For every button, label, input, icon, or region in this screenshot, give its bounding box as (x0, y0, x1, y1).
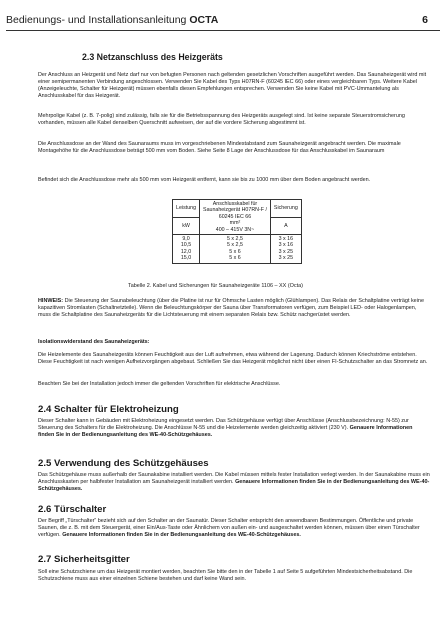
unit-kw: kW (173, 217, 200, 235)
section-2-6-text: Der Begriff „Türschalter“ bezieht sich auf den Schalter an der Saunatür. Dieser Schalter entspricht den anwendbaren Bestimmungen. Öffentliche und private Saunen, die z. B. mit dem Steuergerät, einer Ein/Aus-Taste oder Ähnlichem von außen ein- und ausgeschaltet werden können, müssen über einen Türschalter verfügen. (38, 518, 420, 539)
table-cell: 3 x 16 (278, 236, 294, 243)
header-product: OCTA (189, 14, 219, 26)
section-2-4-paragraph (38, 418, 430, 439)
table-cell: 3 x 25 (278, 248, 294, 255)
table-cell: 15,0 (180, 255, 192, 262)
table-cell: 5 x 6 (229, 248, 241, 255)
table-values-row (173, 235, 302, 264)
header-sicherung: Sicherung (270, 200, 301, 218)
header-rule (6, 30, 440, 31)
table-caption: Tabelle 2. Kabel und Sicherungen für Saunaheizgeräte 1106 – XX (Octa) (128, 283, 303, 289)
section-2-3-paragraph-3: Die Anschlussdose an der Wand des Saunaraums muss im vorgeschriebenen Mindestabstand zum Saunaheizgerät angebracht werden. Die maximale Montagehöhe für die Anschlussdose beträgt 500 mm vom Boden. Siehe Seite 8 Lage der Anschlussdose für das Anschlusskabel im Saunaraum (38, 141, 401, 155)
header-cable-line-4: mm² (229, 220, 241, 227)
section-2-4-heading: 2.4 Schalter für Elektroheizung (38, 404, 179, 415)
cable-values (200, 235, 271, 264)
header-cable-line-3: 60245 IEC 66 (218, 213, 252, 220)
header-cable-line-1: Anschlusskabel für (212, 201, 258, 207)
table-cell: 5 x 6 (229, 255, 241, 262)
header-cable-line-5: 400 – 415V 3N~ (215, 226, 255, 233)
isolation-paragraph-1: Die Heizelemente des Saunaheizgeräts können Feuchtigkeit aus der Luft aufnehmen, etwa während der Lagerung. Dadurch können Kriechströme entstehen. Diese Feuchtigkeit ist nach wenigen Aufheizvorgängen abgebaut. Schließen Sie das Heizgerät möglichst nicht über einen FI-Schutzschalter an das Stromnetz an. (38, 352, 428, 366)
isolation-heading: Isolationswiderstand des Saunaheizgeräts: (38, 339, 150, 345)
table-cell: 5 x 2,5 (227, 242, 243, 249)
section-2-5-paragraph (38, 472, 430, 493)
section-2-5-reference: Genauere Informationen finden Sie in der Bedienungsanleitung des WE-40-Schützgehäuses. (38, 479, 430, 493)
power-values (173, 235, 200, 264)
table-cell: 5 x 2,5 (227, 236, 243, 243)
header-cable-line-2: Saunaheizgerät H07RN-F / (203, 207, 267, 214)
section-2-3-paragraph-2: Mehrpolige Kabel (z. B. 7-polig) sind zulässig, falls sie für die Betriebsspannung des Heizgeräts ausgelegt sind. Ist keine separate Steuerstromsicherung vorhanden, müssen alle Kabel denselben Querschnitt aufweisen, der auf die vordere Sicherung abgestimmt ist. (38, 113, 405, 127)
table-cell: 3 x 25 (278, 255, 294, 262)
section-2-7-paragraph: Soll eine Schutzschiene um das Heizgerät montiert werden, beachten Sie bitte den in der Tabelle 1 auf Seite 5 aufgeführten Mindestsicherheitsabstand. Die Schutzschiene muss aus einer einzelnen Schiene bestehen und darf keine Wand sein. (38, 569, 413, 583)
section-2-3-heading: 2.3 Netzanschluss des Heizgeräts (82, 52, 223, 62)
cable-fuse-table (172, 199, 302, 264)
header-leistung: Leistung (173, 200, 200, 218)
page-number: 6 (422, 14, 428, 26)
table-cell: 10,5 (180, 242, 192, 249)
hinweis-note (38, 298, 430, 319)
section-2-6-heading: 2.6 Türschalter (38, 504, 107, 515)
section-2-3-paragraph-1: Der Anschluss an Heizgerät und Netz darf nur von befugten Personen nach geltenden gesetzlichen Vorschriften ausgeführt werden. Das Saunaheizgerät wird mit einer semipermanenten Verbindung angeschlossen. Verwenden Sie Kabel des Typs H07RN-F (60245 IEC 66) oder eines vergleichbaren Typs. Weitere Kabel (Anzeigeleuchte, Schalter für Heizgerät) müssen ebenfalls diesen Empfehlungen entsprechen. Verwenden Sie keine Kabel mit PVC-Ummantelung als Anschlusskabel für das Heizgerät. (38, 72, 427, 100)
running-header (6, 14, 218, 26)
fuse-values (270, 235, 301, 264)
table-cell: 12,0 (180, 248, 192, 255)
table-cell: 9,0 (182, 236, 190, 243)
section-2-5-text: Das Schützgehäuse muss außerhalb der Saunakabine installiert werden. Die Kabel müssen mittels fester Installation verlegt werden. In der Saunakabine muss ein Anschlusskasten per halbfester Installation am Saunaheizgerät installiert werden. (38, 472, 430, 486)
header-title: Bedienungs- und Installationsanleitung (6, 14, 187, 26)
section-2-7-heading: 2.7 Sicherheitsgitter (38, 554, 130, 565)
hinweis-text: Die Steuerung der Saunabeleuchtung (über die Platine ist nur für Ohmsche Lasten möglich (Glühlampen). Das Relais der Schaltplatine verträgt keine kapazitiven Stromlasten (Schaltnetzteile). Wenn die Beleuchtungskörper der Sauna über Transformatoren verfügen, zum Beispiel LED- oder Halogenlampen, muss die Schaltplatine des Saunaheizgeräts für die Lichtsteuerung mit einem separaten Relais bzw. Schütz nachgerüstet werden. (38, 298, 424, 319)
table-cell: 3 x 16 (278, 242, 294, 249)
section-2-4-reference: Genauere Informationen finden Sie in der Bedienungsanleitung des WE-40-Schützgehäuses. (38, 425, 413, 439)
table-header-row (173, 200, 302, 218)
header-cable (200, 200, 271, 235)
section-2-6-paragraph (38, 518, 430, 539)
section-2-4-text: Dieser Schalter kann in Gebäuden mit Elektroheizung eingesetzt werden. Das Schützgehäuse verfügt über Anschlüsse (Anschlussbezeichnung: N-55) zur Steuerung des Schalters für die Elektroheizung. Die Anschlüsse N-55 und die Heizelemente werden gleichzeitig aktiviert (230 V). (38, 418, 409, 432)
section-2-3-paragraph-4: Befindet sich die Anschlussdose mehr als 500 mm vom Heizgerät entfernt, kann sie bis zu 1000 mm über dem Boden angebracht werden. (38, 177, 371, 183)
section-2-5-heading: 2.5 Verwendung des Schützgehäuses (38, 458, 209, 469)
unit-ampere: A (270, 217, 301, 235)
hinweis-label: HINWEIS: (38, 298, 64, 304)
section-2-6-reference: Genauere Informationen finden Sie in der Bedienungsanleitung des WE-40-Schützgehäuses. (62, 532, 301, 539)
isolation-paragraph-2: Beachten Sie bei der Installation jedoch immer die geltenden Vorschriften für elektrische Anschlüsse. (38, 381, 281, 387)
